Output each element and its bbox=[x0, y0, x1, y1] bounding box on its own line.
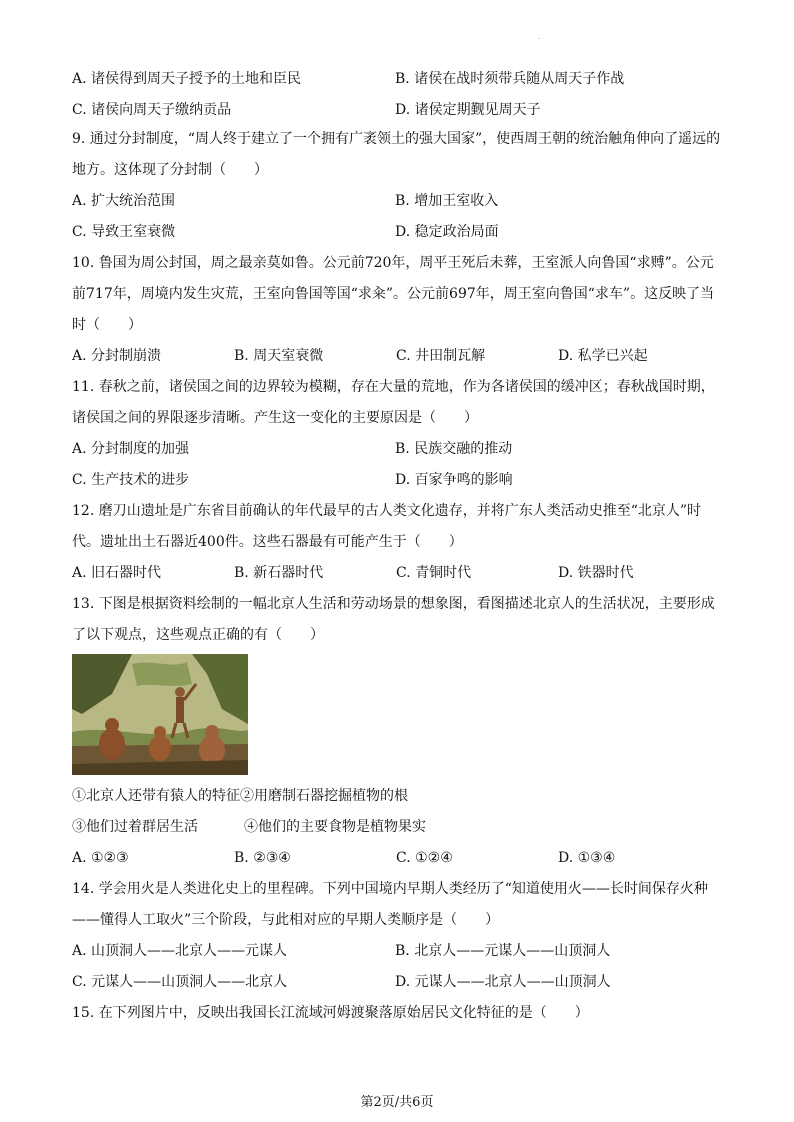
q12-option-c[interactable]: C. 青铜时代 bbox=[396, 565, 472, 581]
q8-option-c[interactable]: C. 诸侯向周天子缴纳贡品 bbox=[72, 101, 232, 118]
exam-page bbox=[72, 62, 724, 1029]
q12-option-d[interactable]: D. 铁器时代 bbox=[558, 565, 634, 581]
q11-option-c[interactable]: C. 生产技术的进步 bbox=[72, 472, 190, 488]
q10-stem: 10. 鲁国为周公封国，周之最亲莫如鲁。公元前720年，周平王死后未葬，王室派人向鲁国“求赙”。公元前717年，周境内发生灾荒，王室向鲁国等国“求籴”。公元前697年，周王室向鲁国“求车”。这反映了当时（ ） bbox=[72, 255, 715, 333]
question-11 bbox=[72, 372, 724, 496]
q14-option-a[interactable]: A. 山顶洞人——北京人——元谋人 bbox=[72, 943, 288, 959]
q13-statements-line-2 bbox=[72, 812, 724, 843]
question-10 bbox=[72, 248, 724, 372]
q13-option-d[interactable]: D. ①③④ bbox=[558, 850, 616, 866]
question-15 bbox=[72, 998, 724, 1029]
question-14 bbox=[72, 874, 724, 998]
q10-option-c[interactable]: C. 井田制瓦解 bbox=[396, 348, 486, 364]
q13-option-a[interactable]: A. ①②③ bbox=[72, 850, 129, 866]
q14-option-b[interactable]: B. 北京人——元谋人——山顶洞人 bbox=[395, 943, 611, 959]
q9-stem: 9. 通过分封制度，“周人终于建立了一个拥有广袤领土的强大国家”，使西周王朝的统治触角伸向了遥远的地方。这体现了分封制（ ） bbox=[72, 131, 721, 178]
q14-option-c[interactable]: C. 元谋人——山顶洞人——北京人 bbox=[72, 974, 288, 990]
q12-option-a[interactable]: A. 旧石器时代 bbox=[72, 565, 162, 581]
question-13 bbox=[72, 589, 724, 874]
q10-option-a[interactable]: A. 分封制崩溃 bbox=[72, 348, 162, 364]
peking-man-scene-graphic bbox=[72, 654, 248, 775]
question-12 bbox=[72, 496, 724, 589]
q9-option-c[interactable]: C. 导致王室衰微 bbox=[72, 224, 176, 240]
page-number: 第2页/共6页 bbox=[360, 1095, 434, 1110]
q8-option-d[interactable]: D. 诸侯定期觐见周天子 bbox=[395, 101, 541, 118]
corner-mark: . bbox=[538, 32, 541, 41]
q9-option-b[interactable]: B. 增加王室收入 bbox=[395, 193, 499, 209]
q8-option-b[interactable]: B. 诸侯在战时须带兵随从周天子作战 bbox=[395, 70, 625, 87]
q13-option-c[interactable]: C. ①②④ bbox=[396, 850, 453, 866]
q9-option-d[interactable]: D. 稳定政治局面 bbox=[395, 224, 499, 240]
q13-statement-4: ④他们的主要食物是植物果实 bbox=[244, 819, 426, 835]
q13-statement-3: ③他们过着群居生活 bbox=[72, 819, 198, 835]
q9-option-a[interactable]: A. 扩大统治范围 bbox=[72, 193, 176, 209]
q14-option-d[interactable]: D. 元谋人——北京人——山顶洞人 bbox=[395, 974, 611, 990]
q11-option-d[interactable]: D. 百家争鸣的影响 bbox=[395, 472, 513, 488]
q13-statements-line-1: ①北京人还带有猿人的特征②用磨制石器挖掘植物的根 bbox=[72, 788, 408, 804]
peking-man-illustration bbox=[72, 654, 248, 775]
q8-option-a[interactable]: A. 诸侯得到周天子授予的土地和臣民 bbox=[72, 70, 302, 87]
q11-option-a[interactable]: A. 分封制度的加强 bbox=[72, 441, 190, 457]
q13-option-b[interactable]: B. ②③④ bbox=[234, 850, 291, 866]
q8-options-row-2 bbox=[72, 93, 724, 124]
q14-stem: 14. 学会用火是人类进化史上的里程碑。下列中国境内早期人类经历了“知道使用火——长时间保存火种——懂得人工取火”三个阶段，与此相对应的早期人类顺序是（ ） bbox=[72, 881, 708, 928]
q10-option-b[interactable]: B. 周天室衰微 bbox=[234, 348, 324, 364]
q11-stem: 11. 春秋之前，诸侯国之间的边界较为模糊，存在大量的荒地，作为各诸侯国的缓冲区；春秋战国时期，诸侯国之间的界限逐步清晰。产生这一变化的主要原因是（ ） bbox=[72, 379, 715, 426]
question-9 bbox=[72, 124, 724, 248]
q10-option-d[interactable]: D. 私学已兴起 bbox=[558, 348, 648, 364]
q11-option-b[interactable]: B. 民族交融的推动 bbox=[395, 441, 513, 457]
q8-options-row-1 bbox=[72, 62, 724, 93]
q15-stem: 15. 在下列图片中，反映出我国长江流域河姆渡聚落原始居民文化特征的是（ ） bbox=[72, 1005, 589, 1021]
q12-option-b[interactable]: B. 新石器时代 bbox=[234, 565, 324, 581]
q13-stem: 13. 下图是根据资料绘制的一幅北京人生活和劳动场景的想象图，看图描述北京人的生活状况，主要形成了以下观点，这些观点正确的有（ ） bbox=[72, 596, 715, 643]
q12-stem: 12. 磨刀山遗址是广东省目前确认的年代最早的古人类文化遗存，并将广东人类活动史推至“北京人”时代。遗址出土石器近400件。这些石器最有可能产生于（ ） bbox=[72, 503, 702, 550]
